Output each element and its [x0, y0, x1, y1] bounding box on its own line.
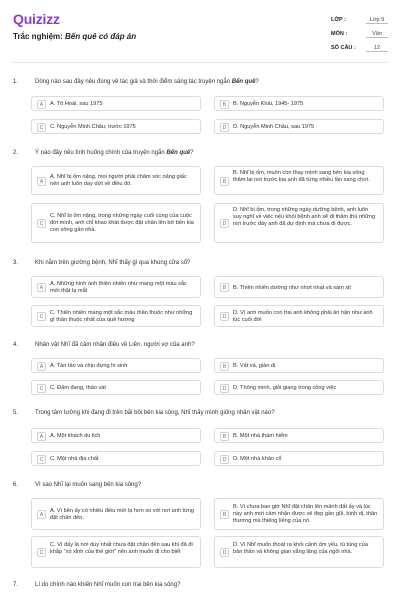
question-text-end: ?	[255, 79, 259, 85]
question-text	[35, 150, 193, 156]
option-letter-badge: C	[37, 548, 46, 557]
quizizz-logo: Quizizz	[13, 11, 60, 27]
option-letter-badge: B	[220, 362, 229, 371]
option-text: A. Những hình ảnh thiên nhiên như mang một màu sắc mới thật lạ mắt	[50, 280, 187, 294]
option-c[interactable]	[31, 380, 201, 395]
option-letter-badge: C	[37, 384, 46, 393]
option-letter-badge: A	[37, 100, 46, 109]
option-letter-badge: D	[220, 219, 229, 228]
question-text-emphasis: Bến quê	[166, 150, 191, 156]
option-text: B. Một nhà thám hiểm	[233, 432, 288, 439]
option-c[interactable]	[31, 536, 201, 568]
quiz-title	[13, 32, 136, 41]
option-text: C. Đảm đang, tháo vát	[50, 384, 106, 391]
option-a[interactable]	[31, 96, 201, 111]
quiz-title-topic: Bến quê có đáp án	[65, 32, 137, 41]
option-a[interactable]	[31, 166, 201, 195]
option-letter-badge: B	[220, 100, 229, 109]
option-d[interactable]	[214, 380, 384, 395]
question-number: 4.	[13, 342, 19, 348]
option-letter-badge: A	[37, 283, 46, 292]
option-letter-badge: B	[220, 283, 229, 292]
option-d[interactable]	[214, 451, 384, 466]
option-c[interactable]	[31, 203, 201, 243]
question-text: Nhân vật Nhĩ đã cảm nhận điều về Liên, người vợ của anh?	[35, 342, 195, 348]
question-number: 5.	[13, 410, 19, 416]
option-letter-badge: C	[37, 123, 46, 132]
meta-value: Lớp 9	[366, 17, 388, 24]
question-number: 7.	[13, 582, 19, 588]
option-d[interactable]	[214, 119, 384, 134]
option-c[interactable]	[31, 305, 201, 327]
question-text-emphasis: Bến quê	[231, 79, 256, 85]
option-text: B. Vất vả, giản dị	[233, 362, 276, 369]
option-text: C. Nhĩ bị ốm nặng, trong những ngày cuối cùng của cuộc đời mình, anh chỉ khao khát được đặt chân lên bờ bên kia con sông gần nhà.	[50, 213, 194, 234]
option-a[interactable]	[31, 498, 201, 530]
option-text: A. Một khách du lịch	[50, 432, 101, 439]
option-letter-badge: A	[37, 510, 46, 519]
option-letter-badge: D	[220, 455, 229, 464]
option-letter-badge: A	[37, 177, 46, 186]
option-letter-badge: C	[37, 312, 46, 321]
question-text: Lí do chính nào khiến Nhĩ muốn con trai bên kia sông?	[35, 582, 181, 588]
option-b[interactable]	[214, 166, 384, 195]
option-d[interactable]	[214, 536, 384, 568]
option-text: B. Nhĩ bị ốm, muốn con thay mình sang bên kia sông thăm lại nơi trước kia anh đã từng nhiều lần sang chơi.	[233, 170, 370, 184]
option-letter-badge: B	[220, 177, 229, 186]
option-text: C. Nguyễn Minh Châu, trước 1975	[50, 123, 136, 130]
quiz-title-prefix: Trắc nghiệm:	[13, 32, 66, 41]
option-letter-badge: D	[220, 123, 229, 132]
meta-label: MÔN :	[331, 31, 348, 37]
meta-label: SỐ CÂU :	[331, 45, 356, 51]
option-b[interactable]	[214, 276, 384, 298]
option-text: B. Thiên nhiên dường như nhợt nhạt và xám xịt	[233, 284, 351, 291]
option-text: D. Vì anh muốn con trai anh không phải ân hận như anh lúc cuối đời	[233, 309, 373, 323]
option-b[interactable]	[214, 96, 384, 111]
option-a[interactable]	[31, 358, 201, 373]
option-text: C. Thiên nhiên mang một sắc màu thân thuộc như những gì thân thuộc nhất của quê hương	[50, 309, 193, 323]
option-text: C. Một nhà địa chất	[50, 455, 99, 462]
option-text: D. Nhĩ bị ốm, trong những ngày dưỡng bệnh, anh luôn suy nghĩ về việc nếu khỏi bệnh anh sẽ đi thăm thú những nơi trước đây anh đã dự định mà chưa đi được.	[233, 207, 376, 228]
question-text: Trong tâm tưởng khi đang đi trên bãi bồi bên kia sông, Nhĩ thấy mình giống nhân vật nào?	[35, 410, 275, 416]
header-divider	[13, 62, 387, 63]
meta-row-subject	[331, 27, 388, 41]
option-letter-badge: C	[37, 219, 46, 228]
option-c[interactable]	[31, 119, 201, 134]
option-text: D. Nguyễn Minh Châu, sau 1975	[233, 123, 315, 130]
option-text: B. Nguyễn Khải, 1945- 1975	[233, 100, 304, 107]
quiz-meta	[331, 13, 388, 55]
option-letter-badge: D	[220, 548, 229, 557]
option-text: A. Vì bên ấy có nhiều điều mới lạ hơn so với nơi anh từng đặt chân đến.	[50, 507, 195, 521]
option-letter-badge: C	[37, 455, 46, 464]
meta-row-count	[331, 41, 388, 55]
option-letter-badge: B	[220, 510, 229, 519]
question-text: Vì sao Nhĩ lại muốn sang bên kia sông?	[35, 482, 142, 488]
option-text: A. Tô Hoài, sau 1975	[50, 100, 103, 107]
option-letter-badge: A	[37, 362, 46, 371]
meta-value: Văn	[366, 31, 388, 38]
worksheet-header	[0, 0, 400, 58]
option-text: B. Vì chưa bao giờ Nhĩ đặt chân lên mảnh đất ấy và lúc này anh mới cảm nhận được vẻ đẹp gần gũi, bình dị, thân thương mà thiêng liêng của nó.	[233, 503, 378, 524]
question-number: 1.	[13, 79, 19, 85]
option-text: D. Vì Nhĩ muốn thoát ra khỏi cảnh ốm yếu, tù túng của bản thân và không gian vắng lặng của ngôi nhà.	[233, 541, 368, 555]
question-number: 2.	[13, 150, 19, 156]
option-b[interactable]	[214, 428, 384, 443]
option-letter-badge: D	[220, 312, 229, 321]
option-b[interactable]	[214, 358, 384, 373]
option-letter-badge: B	[220, 432, 229, 441]
question-number: 3.	[13, 260, 19, 266]
option-text: A. Tần tảo và chịu đựng hi sinh	[50, 362, 128, 369]
meta-row-grade	[331, 13, 388, 27]
question-text-main: Ý nào đây nêu tình huống chính của truyện ngắn	[35, 150, 167, 156]
option-text: D. Thông minh, giỏi giang trong công việc	[233, 384, 337, 391]
option-letter-badge: D	[220, 384, 229, 393]
question-text: Khi nằm trên giường bệnh, Nhĩ thấy gì qua khung cửa sổ?	[35, 260, 191, 266]
option-text: D. Một nhà khảo cổ	[233, 455, 282, 462]
meta-label: LỚP :	[331, 17, 346, 23]
option-a[interactable]	[31, 276, 201, 298]
option-d[interactable]	[214, 305, 384, 327]
question-text-end: ?	[190, 150, 194, 156]
option-a[interactable]	[31, 428, 201, 443]
question-number: 6.	[13, 482, 19, 488]
option-d[interactable]	[214, 203, 384, 243]
option-letter-badge: A	[37, 432, 46, 441]
option-text: C. Vì đấy là nơi duy nhất chưa đặt chân đến sau khi đã đi khắp "xó xỉnh của thế giới" nên anh muốn đi cho biết	[50, 541, 193, 555]
option-b[interactable]	[214, 498, 384, 530]
question-text	[35, 79, 259, 85]
option-c[interactable]	[31, 451, 201, 466]
question-text-main: Dòng nào sau đây nêu đúng về tác giả và thời điểm sáng tác truyện ngắn	[35, 79, 232, 85]
option-text: A. Nhĩ bị ốm nặng, mọi người phải chăm sóc nâng giấc nên anh luôn day dứt về điều đó.	[50, 174, 187, 188]
meta-value: 12	[366, 45, 388, 52]
